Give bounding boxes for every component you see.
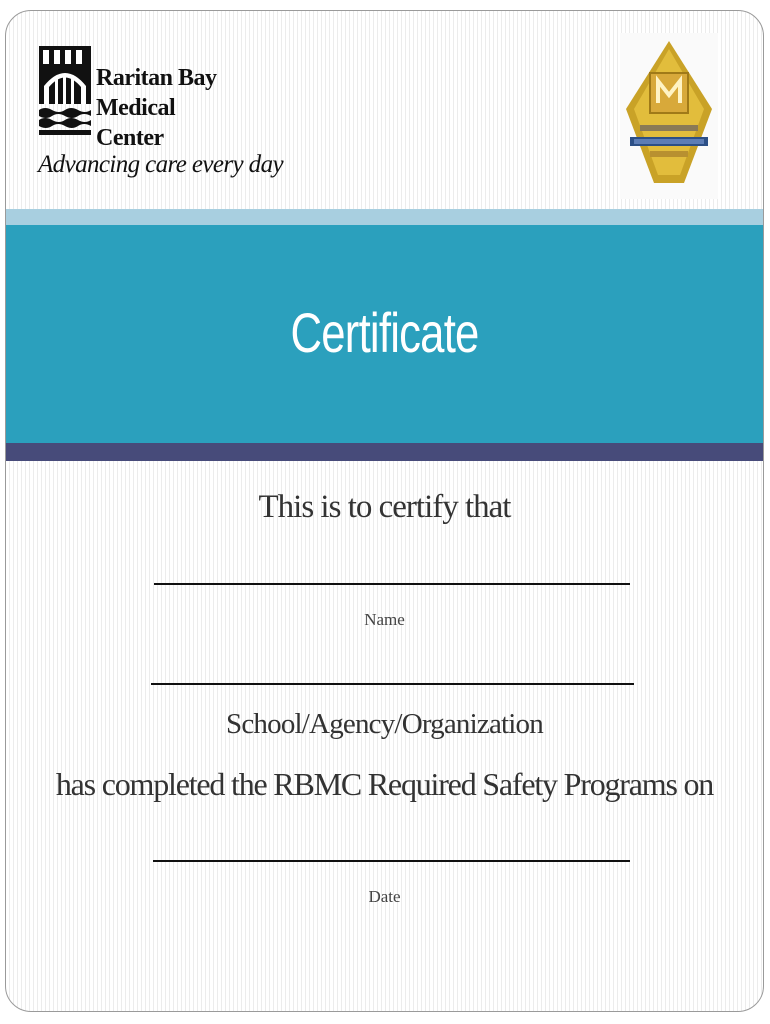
hospital-name: [96, 63, 236, 153]
certificate-card: [5, 10, 764, 1012]
date-caption: Date: [368, 887, 401, 906]
organization-line: [151, 683, 634, 685]
certificate-title: Certificate: [290, 300, 479, 364]
certificate-banner: [6, 225, 763, 443]
banner-top-stripe: [6, 209, 763, 225]
completion-statement: has completed the RBMC Required Safety Programs on: [55, 766, 714, 802]
award-badge: [620, 33, 718, 199]
date-line: [153, 860, 630, 862]
hospital-tagline: Advancing care every day: [38, 151, 283, 178]
organization-label: School/Agency/Organization: [226, 708, 543, 740]
hospital-name-line1: Raritan Bay: [96, 65, 217, 91]
hospital-name-line2: Medical Center: [96, 95, 176, 151]
name-caption: Name: [364, 610, 405, 629]
hospital-logo: [36, 43, 283, 203]
gold-diamond-award-badge-icon: [620, 33, 718, 199]
certify-statement: This is to certify that: [258, 489, 511, 525]
bridge-arches-logo-icon: [39, 46, 91, 136]
name-line: [154, 583, 630, 585]
banner-bottom-stripe: [6, 443, 763, 461]
